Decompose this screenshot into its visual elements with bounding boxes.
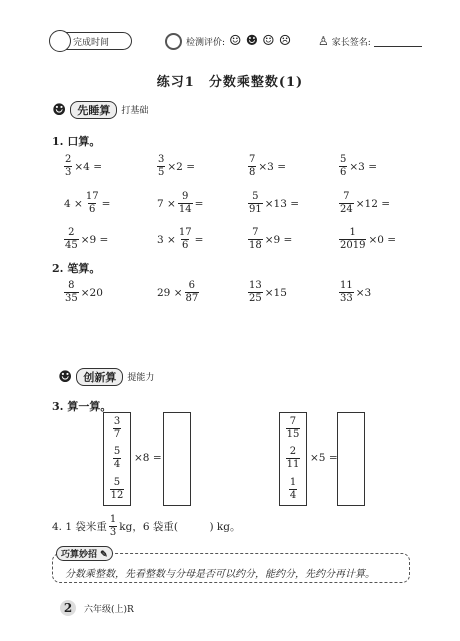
q2-item-3 <box>248 281 287 304</box>
fraction: $\frac{6}{87}$ <box>185 280 199 304</box>
fraction: $\frac{17}{6}$ <box>178 227 192 251</box>
sad-face-icon[interactable]: ☹ <box>278 33 292 49</box>
fraction: $\frac{9}{14}$ <box>178 191 192 215</box>
page-number: 2 <box>60 600 76 616</box>
fraction: $\frac{3}{5}$ <box>158 154 165 178</box>
fraction: $\frac{8}{35}$ <box>65 280 78 304</box>
prefix: 3 × <box>157 233 176 246</box>
magnifier-icon <box>165 33 182 50</box>
fraction: $\frac{2}{45}$ <box>65 227 78 251</box>
operator-text: ×9 = <box>264 233 293 246</box>
clock-icon <box>49 30 71 52</box>
cartoon-child-icon: ☻ <box>52 100 67 119</box>
operator-text: ×3 <box>355 286 372 299</box>
q3-right-answer-box[interactable] <box>337 412 365 506</box>
prefix: 7 × <box>157 197 176 210</box>
parent-label: 家长签名: <box>331 37 371 48</box>
q4-suffix: kg，6 袋重( ) kg。 <box>119 521 241 533</box>
q1-item-1-1 <box>64 155 102 178</box>
tip-label <box>56 546 113 561</box>
operator-text: = <box>194 197 204 210</box>
q1-item-2-3 <box>248 192 299 215</box>
q1-item-1-4 <box>339 155 377 178</box>
fraction: $\frac{1}{4}$ <box>289 477 297 502</box>
q1-item-2-1 <box>64 192 110 215</box>
q1-item-2-2 <box>157 192 203 215</box>
operator-text: ×3 = <box>349 160 377 173</box>
q1-label: 1. 口算。 <box>52 135 101 148</box>
q1-item-1-2 <box>157 155 195 178</box>
operator-text: ×4 = <box>74 160 102 173</box>
parent-sign <box>318 34 422 48</box>
smile-face-icon[interactable]: ☺ <box>229 33 242 49</box>
q1-item-2-4 <box>339 192 390 215</box>
fraction: $\frac{5}{91}$ <box>249 191 262 215</box>
q1-item-3-1 <box>64 228 108 251</box>
fraction: $\frac{7}{15}$ <box>286 415 300 440</box>
time-badge <box>50 32 132 50</box>
section2-title: 创新算 <box>76 368 123 386</box>
q3-left-fractions <box>103 412 131 506</box>
q1-item-3-3 <box>248 228 292 251</box>
lightbulb-icon: ✎ <box>100 550 108 560</box>
q4-prefix: 4. 1 袋米重 <box>52 521 107 533</box>
page-title: 练习1 分数乘整数(1) <box>156 75 304 90</box>
eval-area <box>165 32 291 50</box>
fraction: $\frac{7}{8}$ <box>249 154 256 178</box>
fraction: $\frac{17}{6}$ <box>85 191 99 215</box>
operator-text: ×9 = <box>80 233 109 246</box>
operator-text: = <box>101 197 111 210</box>
grin-face-icon[interactable]: ☻ <box>245 33 259 49</box>
footer <box>60 600 134 616</box>
fraction: $\frac{5}{4}$ <box>113 446 121 471</box>
person-icon: ♙ <box>318 34 329 48</box>
section1-title: 先睡算 <box>70 101 117 119</box>
neutral-face-icon[interactable]: ☺ <box>262 33 275 49</box>
q1-item-3-2 <box>157 228 203 251</box>
operator-text: ×13 = <box>264 197 300 210</box>
operator-text: ×0 = <box>368 233 397 246</box>
cartoon-child-icon-2: ☻ <box>58 367 73 386</box>
fraction: $\frac{11}{33}$ <box>340 280 353 304</box>
section2-banner <box>58 367 154 386</box>
fraction: $\frac{13}{25}$ <box>249 280 262 304</box>
operator-text: ×20 <box>80 286 103 299</box>
q3-right-fractions <box>279 412 307 506</box>
fraction: $\frac{2}{11}$ <box>286 446 300 471</box>
q1-item-1-3 <box>248 155 286 178</box>
eval-label: 检测评价: <box>186 37 226 48</box>
fraction: $\frac{7}{24}$ <box>340 191 353 215</box>
operator-text: ×12 = <box>355 197 391 210</box>
tip-title: 巧算妙招 <box>61 550 98 560</box>
q4-fraction: $\frac{1}{3}$ <box>109 514 117 538</box>
section2-sub: 提能力 <box>127 373 155 383</box>
q3-right-op: ×5 = <box>310 452 338 464</box>
q2-item-1 <box>64 281 103 304</box>
operator-text: ×15 <box>264 286 287 299</box>
fraction: $\frac{3}{7}$ <box>113 415 121 440</box>
operator-text: ×2 = <box>167 160 195 173</box>
fraction: $\frac{2}{3}$ <box>65 154 72 178</box>
q4-line <box>52 515 240 538</box>
q2-item-4 <box>339 281 371 304</box>
section1-sub: 打基础 <box>121 106 149 116</box>
grade-label: 六年级(上)R <box>84 604 134 615</box>
fraction: $\frac{5}{6}$ <box>340 154 347 178</box>
prefix: 4 × <box>64 197 83 210</box>
tip-text: 分数乘整数，先看整数与分母是否可以约分，能约分，先约分再计算。 <box>65 569 375 580</box>
q3-left-answer-box[interactable] <box>163 412 191 506</box>
operator-text: ×3 = <box>258 160 286 173</box>
q2-item-2 <box>157 281 199 304</box>
q2-label: 2. 笔算。 <box>52 262 101 275</box>
prefix: 29 × <box>157 286 183 299</box>
fraction: $\frac{5}{12}$ <box>110 477 124 502</box>
q3-label: 3. 算一算。 <box>52 400 112 413</box>
signature-line[interactable] <box>374 36 422 47</box>
time-label: 完成时间 <box>73 38 110 48</box>
fraction: $\frac{1}{2019}$ <box>340 227 366 251</box>
section1-banner <box>52 100 148 119</box>
operator-text: = <box>194 233 204 246</box>
q3-left-op: ×8 = <box>134 452 162 464</box>
q1-item-3-4 <box>339 228 396 251</box>
fraction: $\frac{7}{18}$ <box>249 227 262 251</box>
